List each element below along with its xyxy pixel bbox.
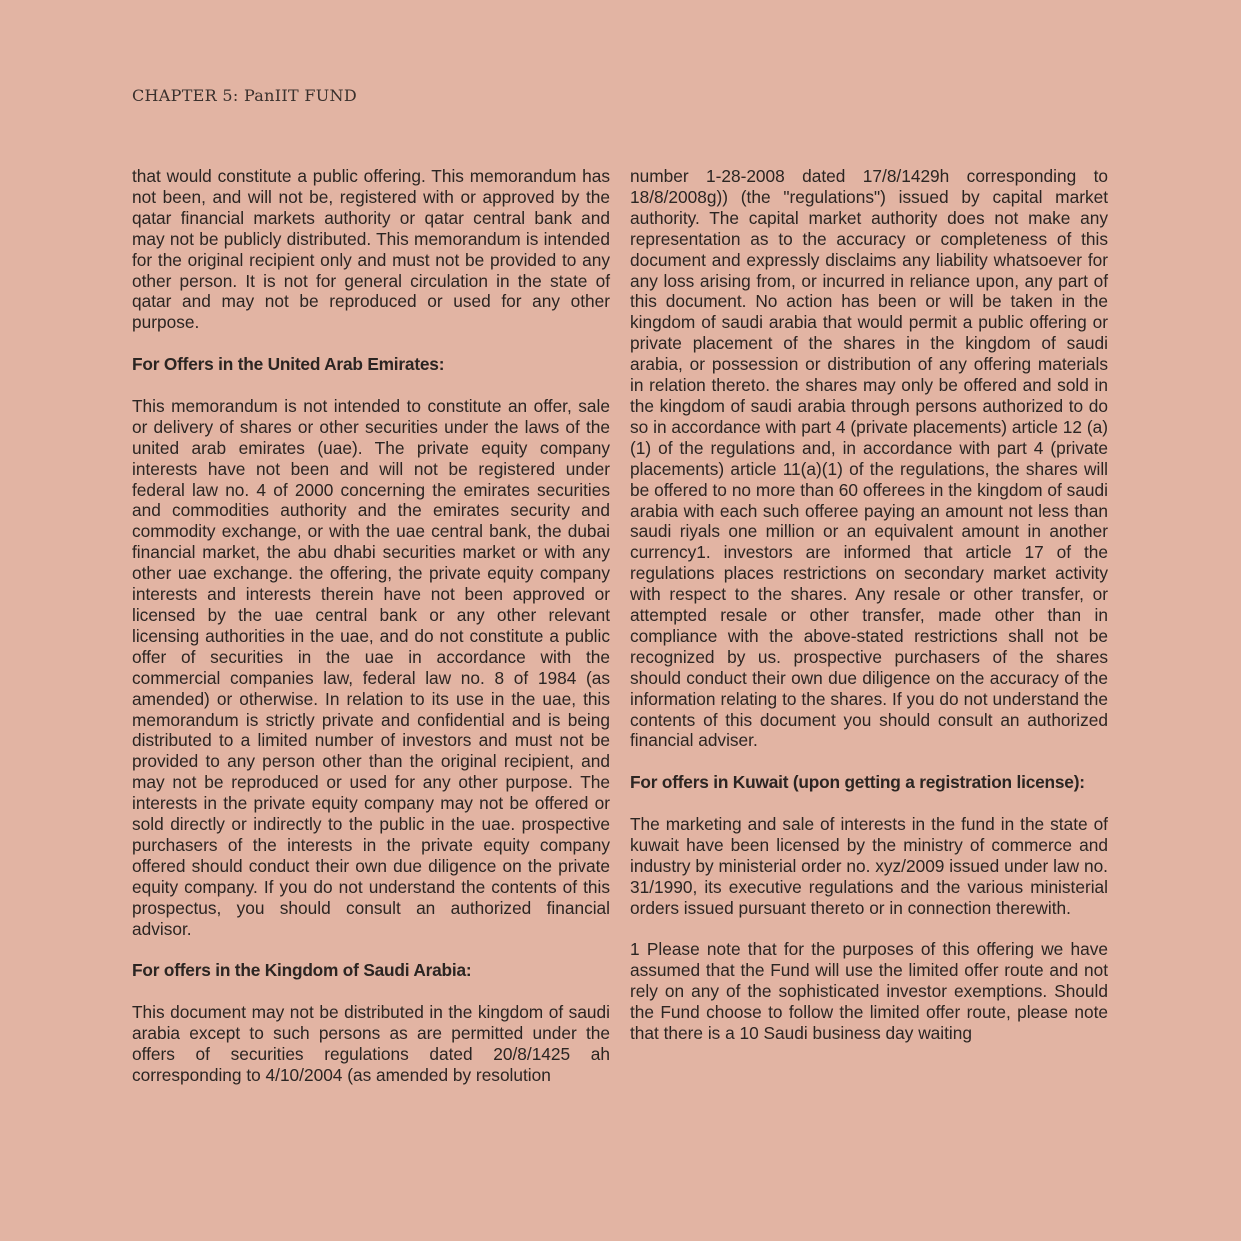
heading-saudi-arabia: For offers in the Kingdom of Saudi Arabia: xyxy=(132,960,472,981)
heading-uae: For Offers in the United Arab Emirates: xyxy=(132,354,445,375)
left-column xyxy=(132,166,610,1107)
right-column xyxy=(630,166,1108,1065)
chapter-header: CHAPTER 5: PanIIT FUND xyxy=(132,86,357,105)
paragraph-saudi-start: This document may not be distributed in the kingdom of saudi arabia except to such persons as are permitted under the offers of securities regulations dated 20/8/1425 ah corresponding to 4/10/2004 (as amended by resolution xyxy=(132,1002,610,1085)
heading-kuwait: For offers in Kuwait (upon getting a registration license): xyxy=(630,772,1085,793)
footnote: 1 Please note that for the purposes of this offering we have assumed that the Fund will use the limited offer route and not rely on any of the sophisticated investor exemptions. Should the Fund choose to follow the limited offer route, please note that there is a 10 Saudi business day waiting xyxy=(630,939,1108,1044)
paragraph-uae: This memorandum is not intended to constitute an offer, sale or delivery of shares or other securities under the laws of the united arab emirates (uae). The private equity company interests have not been and will not be registered under federal law no. 4 of 2000 concerning the emirates securities and commodities authority and the emirates security and commodity exchange, or with the uae central bank, the dubai financial market, the abu dhabi securities market or with any other uae exchange. the offering, the private equity company interests and interests therein have not been approved or licensed by the uae central bank or any other relevant licensing authorities in the uae, and do not constitute a public offer of securities in the uae in accordance with the commercial companies law, federal law no. 8 of 1984 (as amended) or otherwise. In relation to its use in the uae, this memorandum is strictly private and confidential and is being distributed to a limited number of investors and must not be provided to any person other than the original recipient, and may not be reproduced or used for any other purpose. The interests in the private equity company may not be offered or sold directly or indirectly to the public in the uae. prospective purchasers of the interests in the private equity company offered should conduct their own due diligence on the private equity company. If you do not understand the contents of this prospectus, you should consult an authorized financial advisor. xyxy=(132,395,610,939)
paragraph-kuwait: The marketing and sale of interests in the fund in the state of kuwait have been licensed by the ministry of commerce and industry by ministerial order no. xyz/2009 issued under law no. 31/1990, its executive regulations and the various ministerial orders issued pursuant thereto or in connection therewith. xyxy=(630,814,1108,918)
paragraph-qatar: that would constitute a public offering. This memorandum has not been, and will not be, registered with or approved by the qatar financial markets authority or qatar central bank and may not be publicly distributed. This memorandum is intended for the original recipient only and must not be provided to any other person. It is not for general circulation in the state of qatar and may not be reproduced or used for any other purpose. xyxy=(132,166,610,333)
paragraph-saudi-continued: number 1-28-2008 dated 17/8/1429h corresponding to 18/8/2008g)) (the "regulations") issued by capital market authority. The capital market authority does not make any representation as to the accuracy or completeness of this document and expressly disclaims any liability whatsoever for any loss arising from, or incurred in reliance upon, any part of this document. No action has been or will be taken in the kingdom of saudi arabia that would permit a public offering or private placement of the shares in the kingdom of saudi arabia, or possession or distribution of any offering materials in relation thereto. the shares may only be offered and sold in the kingdom of saudi arabia through persons authorized to do so in accordance with part 4 (private placements) article 12 (a) (1) of the regulations and, in accordance with part 4 (private placements) article 11(a)(1) of the regulations, the shares will be offered to no more than 60 offerees in the kingdom of saudi arabia with each such offeree paying an amount not less than saudi riyals one million or an equivalent amount in another currency1. investors are informed that article 17 of the regulations places restrictions on secondary market activity with respect to the shares. Any resale or other transfer, or attempted resale or other transfer, made other than in compliance with the above-stated restrictions shall not be recognized by us. prospective purchasers of the shares should conduct their own due diligence on the accuracy of the information relating to the shares. If you do not understand the contents of this document you should consult an authorized financial adviser. xyxy=(630,166,1108,751)
